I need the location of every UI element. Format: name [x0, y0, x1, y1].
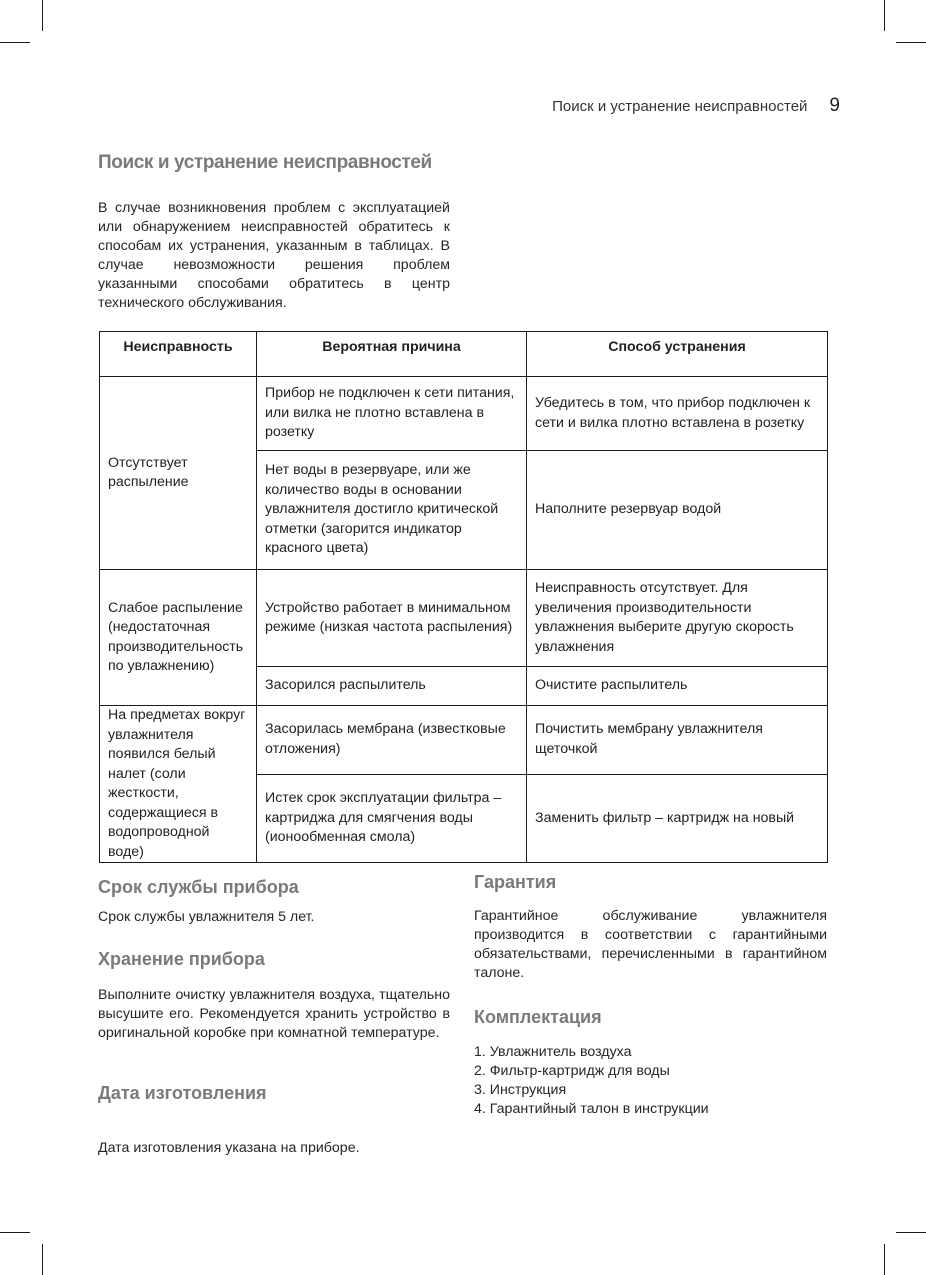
crop-mark-bottom-left-vertical [42, 1244, 43, 1275]
warranty-text: Гарантийное обслуживание увлажнителя производится в соответствии с гарантийными обязательствами, перечисленными в гарантийном талоне. [474, 908, 827, 981]
warranty-title: Гарантия [474, 872, 557, 892]
crop-mark-bottom-right-vertical [884, 1244, 885, 1275]
list-item: 1. Увлажнитель воздуха [474, 1044, 632, 1060]
cause-cell: Засорился распылитель [257, 667, 527, 706]
fix-cell: Заменить фильтр – картридж на новый [527, 774, 828, 862]
table-header-row [100, 332, 828, 377]
crop-mark-bottom-right-horizontal [896, 1232, 926, 1233]
manufacture-date-text: Дата изготовления указана на приборе. [98, 1140, 360, 1156]
cause-cell: Истек срок эксплуатации фильтра – картриджа для смягчения воды (ионообменная смола) [257, 774, 527, 862]
storage-title: Хранение прибора [98, 949, 265, 969]
service-life-title: Срок службы прибора [98, 877, 299, 897]
troubleshooting-table [99, 331, 828, 863]
crop-mark-top-left-horizontal [0, 42, 30, 43]
table-row [100, 570, 828, 667]
running-header [552, 95, 840, 117]
column-header-fix: Способ устранения [527, 332, 828, 377]
fault-cell: Отсутствует распыление [100, 377, 257, 570]
crop-mark-top-right-vertical [884, 0, 885, 31]
fix-cell: Почистить мембрану увлажнителя щеточкой [527, 706, 828, 775]
package-list [474, 1043, 827, 1119]
column-header-cause: Вероятная причина [257, 332, 527, 377]
list-item: 2. Фильтр-картридж для воды [474, 1063, 670, 1079]
troubleshooting-intro: В случае возникновения проблем с эксплуатацией или обнаружением неисправностей обратитесь к способам их устранения, указанным в таблицах. В случае невозможности решения проблем указанными способами обратитесь в центр технического обслуживания. [98, 200, 450, 311]
storage-text: Выполните очистку увлажнителя воздуха, тщательно высушите его. Рекомендуется хранить устройство в оригинальной коробке при комнатной температуре. [98, 987, 450, 1041]
crop-mark-top-left-vertical [42, 0, 43, 31]
page-number: 9 [829, 95, 840, 116]
list-item: 3. Инструкция [474, 1082, 567, 1098]
fix-cell: Убедитесь в том, что прибор подключен к сети и вилка плотно вставлена в розетку [527, 377, 828, 451]
table-row [100, 706, 828, 775]
fix-cell: Очистите распылитель [527, 667, 828, 706]
cause-cell: Засорилась мембрана (известковые отложения) [257, 706, 527, 775]
running-header-title: Поиск и устранение неисправностей [552, 98, 808, 115]
fault-cell: На предметах вокруг увлажнителя появился белый налет (соли жесткости, содержащиеся в водопроводной воде) [100, 706, 257, 863]
cause-cell: Нет воды в резервуаре, или же количество воды в основании увлажнителя достигло критической отметки (загорится индикатор красного цвета) [257, 451, 527, 570]
list-item: 4. Гарантийный талон в инструкции [474, 1101, 709, 1117]
service-life-text: Срок службы увлажнителя 5 лет. [98, 909, 315, 925]
manufacture-date-title: Дата изготовления [98, 1083, 267, 1103]
troubleshooting-title: Поиск и устранение неисправностей [98, 152, 432, 173]
cause-cell: Прибор не подключен к сети питания, или вилка не плотно вставлена в розетку [257, 377, 527, 451]
fault-cell: Слабое распыление (недостаточная производительность по увлажнению) [100, 570, 257, 706]
column-header-fault: Неисправность [100, 332, 257, 377]
crop-mark-top-right-horizontal [896, 42, 926, 43]
cause-cell: Устройство работает в минимальном режиме (низкая частота распыления) [257, 570, 527, 667]
package-title: Комплектация [474, 1007, 602, 1027]
fix-cell: Наполните резервуар водой [527, 451, 828, 570]
crop-mark-bottom-left-horizontal [0, 1232, 30, 1233]
table-row [100, 377, 828, 451]
fix-cell: Неисправность отсутствует. Для увеличения производительности увлажнения выберите другую скорость увлажнения [527, 570, 828, 667]
